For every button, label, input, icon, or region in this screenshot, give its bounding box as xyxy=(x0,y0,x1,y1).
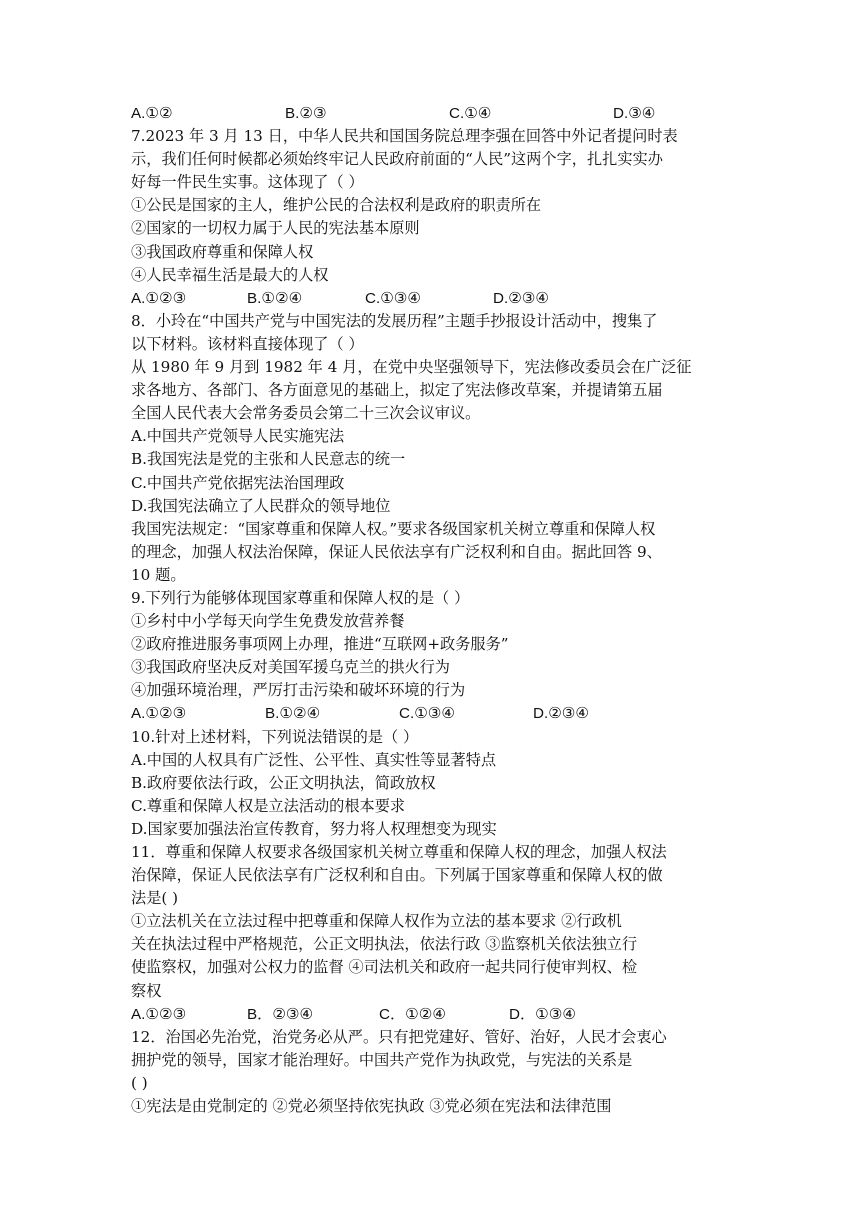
intro-line: 10 题。 xyxy=(131,565,186,584)
q8-material-line: 全国人民代表大会常务委员会第二十三次会议审议。 xyxy=(131,404,481,423)
q8-stem-line: 以下材料。该材料直接体现了（ ） xyxy=(131,334,364,353)
q8-choice-b: B.我国宪法是党的主张和人民意志的统一 xyxy=(131,450,406,469)
question-8 xyxy=(131,310,731,518)
q9-stem: 9.下列行为能够体现国家尊重和保障人权的是（ ） xyxy=(131,588,470,607)
q6-option-b: B.②③ xyxy=(285,105,327,122)
q6-option-a: A.①② xyxy=(131,105,173,122)
exam-content xyxy=(131,102,731,1118)
q11-stem-line: 法是( ) xyxy=(131,889,179,908)
q12-stem-line: ( ) xyxy=(131,1073,148,1092)
q7-stem-line: 好每一件民生实事。这体现了（ ） xyxy=(131,173,364,192)
q10-choice-c: C.尊重和保障人权是立法活动的根本要求 xyxy=(131,796,406,815)
q7-option-c: C.①③④ xyxy=(365,289,422,307)
question-9 xyxy=(131,587,731,726)
q8-material-line: 从 1980 年 9 月到 1982 年 4 月，在党中央坚强领导下，宪法修改委员会在广泛征 xyxy=(131,358,692,377)
q11-option-d: D．①③④ xyxy=(509,1005,577,1023)
q12-stem-line: 12．治国必先治党，治党务必从严。只有把党建好、管好、治好，人民才会衷心 xyxy=(131,1027,667,1046)
q7-option-d: D.②③④ xyxy=(493,289,550,307)
question-10 xyxy=(131,726,731,841)
q7-stem-line: 7.2023 年 3 月 13 日，中华人民共和国国务院总理李强在回答中外记者提问时表 xyxy=(131,127,678,146)
q7-item: ②国家的一切权力属于人民的宪法基本原则 xyxy=(131,219,420,238)
question-12 xyxy=(131,1026,731,1118)
q10-choice-d: D.国家要加强法治宣传教育，努力将人权理想变为现实 xyxy=(131,819,497,838)
q10-choice-a: A.中国的人权具有广泛性、公平性、真实性等显著特点 xyxy=(131,750,497,769)
q6-options xyxy=(131,102,731,125)
q9-item: ①乡村中小学每天向学生免费发放营养餐 xyxy=(131,612,405,631)
q7-item: ①公民是国家的主人，维护公民的合法权利是政府的职责所在 xyxy=(131,196,542,215)
q11-item-line: 察权 xyxy=(131,981,162,1000)
q11-item-line: 关在执法过程中严格规范，公正文明执法，依法行政 ③监察机关依法独立行 xyxy=(131,935,638,954)
q11-stem-line: 11．尊重和保障人权要求各级国家机关树立尊重和保障人权的理念，加强人权法 xyxy=(131,843,667,861)
intro-line: 的理念，加强人权法治保障，保证人民依法享有广泛权利和自由。据此回答 9、 xyxy=(131,542,662,561)
q9-option-b: B.①②④ xyxy=(265,705,321,723)
question-7 xyxy=(131,125,731,310)
q11-option-c: C．①②④ xyxy=(379,1005,447,1023)
q8-choice-a: A.中国共产党领导人民实施宪法 xyxy=(131,427,345,446)
q11-option-b: B．②③④ xyxy=(247,1005,314,1023)
q9-option-d: D.②③④ xyxy=(533,705,590,723)
q6-option-c: C.①④ xyxy=(449,105,492,122)
q7-item: ④人民幸福生活是最大的人权 xyxy=(131,265,329,284)
q7-stem-line: 示，我们任何时候都必须始终牢记人民政府前面的“人民”这两个字，扎扎实实办 xyxy=(131,150,663,169)
q8-material-line: 求各地方、各部门、各方面意见的基础上，拟定了宪法修改草案，并提请第五届 xyxy=(131,381,663,400)
q9-option-a: A.①②③ xyxy=(131,705,187,723)
q8-choice-d: D.我国宪法确立了人民群众的领导地位 xyxy=(131,496,391,515)
question-11 xyxy=(131,841,731,1026)
q12-items-line: ①宪法是由党制定的 ②党必须坚持依宪执政 ③党必须在宪法和法律范围 xyxy=(131,1097,612,1116)
q11-option-a: A.①②③ xyxy=(131,1005,187,1023)
q8-choice-c: C.中国共产党依据宪法治国理政 xyxy=(131,473,345,492)
q7-option-a: A.①②③ xyxy=(131,289,187,307)
q11-item-line: 使监察权，加强对公权力的监督 ④司法机关和政府一起共同行使审判权、检 xyxy=(131,958,638,977)
q9-option-c: C.①③④ xyxy=(399,705,456,723)
q12-stem-line: 拥护党的领导，国家才能治理好。中国共产党作为执政党，与宪法的关系是 xyxy=(131,1050,633,1069)
intro-9-10 xyxy=(131,518,731,587)
q7-option-b: B.①②④ xyxy=(247,289,303,307)
q10-choice-b: B.政府要依法行政，公正文明执法，简政放权 xyxy=(131,773,436,792)
intro-line: 我国宪法规定：“国家尊重和保障人权。”要求各级国家机关树立尊重和保障人权 xyxy=(131,519,656,538)
q6-option-d: D.③④ xyxy=(613,105,656,122)
q7-options xyxy=(131,287,731,310)
q11-item-line: ①立法机关在立法过程中把尊重和保障人权作为立法的基本要求 ②行政机 xyxy=(131,912,622,931)
q9-item: ②政府推进服务事项网上办理，推进“互联网+政务服务” xyxy=(131,635,509,654)
q11-stem-line: 治保障，保证人民依法享有广泛权利和自由。下列属于国家尊重和保障人权的做 xyxy=(131,866,663,885)
q7-item: ③我国政府尊重和保障人权 xyxy=(131,242,314,261)
q11-options xyxy=(131,1003,731,1026)
q9-item: ③我国政府坚决反对美国军援乌克兰的拱火行为 xyxy=(131,658,450,677)
q9-options xyxy=(131,702,731,725)
q9-item: ④加强环境治理，严厉打击污染和破坏环境的行为 xyxy=(131,681,466,700)
q8-stem-line: 8．小玲在“中国共产党与中国宪法的发展历程”主题手抄报设计活动中，搜集了 xyxy=(131,311,658,330)
q10-stem: 10.针对上述材料，下列说法错误的是（ ） xyxy=(131,727,419,746)
